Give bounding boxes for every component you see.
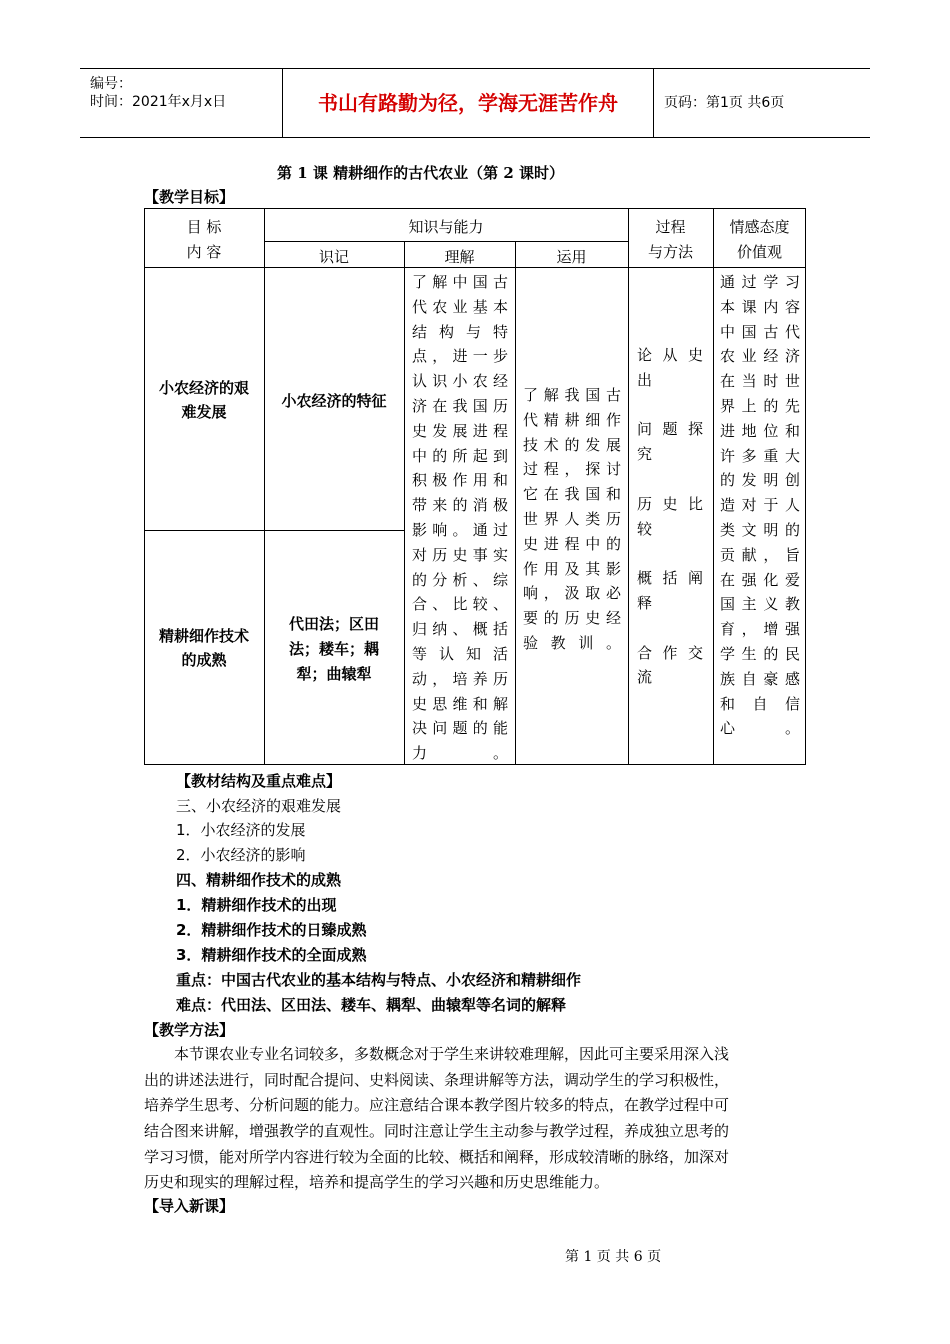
text-line [637, 616, 703, 641]
text-line: 释 [637, 593, 653, 612]
text-line: 较 [637, 519, 653, 538]
apply-header: 运用 [556, 248, 587, 266]
text-line: 动，培养历 [412, 669, 508, 688]
text-line: 决问题的能 [412, 719, 508, 738]
text-line: 了解中国古 [412, 273, 508, 291]
text-line: 积极作用和 [412, 471, 508, 490]
section-intro: 【导入新课】 [144, 1197, 235, 1215]
text-line: 的发明创 [720, 471, 800, 490]
col-content-header: 内 容 [186, 243, 222, 261]
text-line: 和自信 [720, 694, 800, 713]
text-line: 点，进一步 [412, 347, 508, 366]
text-line: 了解我国古 [523, 386, 621, 404]
row2-memorize-line: 法；耧车；耦 [288, 640, 379, 658]
method-paragraph [144, 1042, 806, 1196]
row1-content-line: 小农经济的艰 [158, 379, 249, 397]
text-line: 出的讲述法进行，同时配合提问、史料阅读、条理讲解等方法，调动学生的学习积极性， [144, 1070, 730, 1089]
text-line [637, 393, 703, 418]
text-line: 学习习惯，能对所学内容进行较为全面的比较、概括和阐释，形成较清晰的脉络，加深对 [144, 1147, 730, 1166]
text-line: 培养学生思考、分析问题的能力。应注意结合课本教学图片较多的特点，在教学过程中可 [144, 1096, 730, 1115]
process-text [637, 343, 703, 690]
text-line: 历史和现实的理解过程，培养和提高学生的学习兴趣和历史思维能力。 [144, 1173, 610, 1192]
understand-text [412, 270, 508, 766]
text-line [637, 467, 703, 492]
row1-memorize: 小农经济的特征 [281, 392, 387, 410]
text-line: 结构与特 [412, 322, 508, 341]
text-line: 它在我国和 [523, 485, 621, 504]
text-line: 概括阐 [637, 569, 703, 588]
text-line: 许多重大 [720, 446, 800, 465]
understand-header: 理解 [444, 248, 475, 266]
text-line: 史发展进程 [412, 421, 508, 440]
difficult-points: 难点：代田法、区田法、耧车、耦犁、曲辕犁等名词的解释 [176, 996, 567, 1014]
text-line: 带来的消极 [412, 496, 508, 515]
text-line: 影响。通过 [412, 520, 508, 539]
text-line: 合作交 [637, 643, 703, 662]
text-line: 响，汲取必 [523, 584, 621, 603]
text-line: 要的历史经 [523, 609, 621, 628]
text-line: 本节课农业专业名词较多，多数概念对于学生来讲较难理解，因此可主要采用深入浅 [144, 1045, 730, 1063]
date-label: 时间：2021年x月x日 [90, 94, 227, 110]
text-line: 技术的发展 [523, 435, 621, 454]
section-methods: 【教学方法】 [144, 1021, 235, 1039]
row1-content [144, 376, 264, 424]
text-line: 究 [637, 445, 653, 464]
outline-item: 1．精耕细作技术的出现 [176, 896, 337, 914]
text-line: 问题探 [637, 420, 703, 439]
text-line: 合、比较、 [412, 595, 508, 614]
goals-table [144, 208, 806, 765]
text-line: 族自豪感 [720, 669, 800, 688]
row2-content [144, 624, 264, 672]
text-line: 结合图来讲解，增强教学的直观性。同时注意让学生主动参与教学过程，养成独立思考的 [144, 1122, 730, 1141]
memorize-header: 识记 [318, 248, 349, 266]
section-structure: 【教材结构及重点难点】 [176, 772, 342, 790]
outline-item: 1．小农经济的发展 [176, 821, 306, 839]
text-line: 通过学习 [720, 273, 800, 291]
text-line: 论从史 [637, 346, 703, 364]
text-line: 归纳、概括 [412, 620, 508, 639]
outline-item: 2．小农经济的影响 [176, 846, 306, 864]
outline-item: 四、精耕细作技术的成熟 [176, 871, 342, 889]
text-line: 验教训。 [523, 633, 621, 652]
text-line: 史进程中的 [523, 534, 621, 553]
process-header-1: 过程 [655, 218, 686, 236]
text-line: 国主义教 [720, 595, 800, 614]
col-target-header: 目 标 [186, 218, 222, 236]
text-line: 出 [637, 370, 653, 389]
knowledge-header: 知识与能力 [408, 218, 484, 236]
text-line: 世界人类历 [523, 509, 621, 528]
text-line: 过程，探讨 [523, 460, 621, 479]
row2-content-line: 的成熟 [181, 651, 227, 669]
text-line: 农业经济 [720, 347, 800, 366]
text-line: 等认知活 [412, 644, 508, 663]
emotion-text [720, 270, 800, 741]
text-line: 中国古代 [720, 322, 800, 341]
text-line: 造对于人 [720, 496, 800, 515]
text-line [637, 541, 703, 566]
row2-memorize-line: 代田法；区田 [288, 615, 379, 633]
emotion-header-1: 情感态度 [729, 218, 790, 236]
text-line: 心。 [720, 719, 800, 738]
number-label: 编号： [90, 76, 132, 92]
lesson-title: 第 1 课 精耕细作的古代农业（第 2 课时） [277, 164, 564, 182]
text-line: 代精耕细作 [523, 410, 621, 429]
emotion-header-2: 价值观 [736, 243, 782, 261]
text-line: 历史比 [637, 494, 703, 513]
text-line: 力。 [412, 744, 508, 763]
text-line: 在当时世 [720, 372, 800, 391]
page-count: 页码：第1页 共6页 [664, 95, 785, 111]
text-line: 史思维和解 [412, 694, 508, 713]
text-line: 本课内容 [720, 297, 800, 316]
page-header [80, 68, 870, 138]
text-line: 贡献，旨 [720, 545, 800, 564]
process-header-2: 与方法 [647, 243, 693, 261]
text-line: 的分析、综 [412, 570, 508, 589]
apply-text [523, 383, 621, 656]
text-line: 中的所起到 [412, 446, 508, 465]
text-line: 对历史事实 [412, 545, 508, 564]
outline-item: 3．精耕细作技术的全面成熟 [176, 946, 367, 964]
outline-item: 2．精耕细作技术的日臻成熟 [176, 921, 367, 939]
row1-content-line: 难发展 [181, 403, 227, 421]
text-line: 类文明的 [720, 520, 800, 539]
text-line: 代农业基本 [412, 297, 508, 316]
key-points: 重点：中国古代农业的基本结构与特点、小农经济和精耕细作 [176, 971, 582, 989]
section-goals: 【教学目标】 [144, 188, 235, 206]
row2-content-line: 精耕细作技术 [158, 627, 249, 645]
row2-memorize [264, 612, 404, 687]
text-line: 济在我国历 [412, 396, 508, 415]
motto: 书山有路勤为径，学海无涯苦作舟 [283, 69, 654, 137]
page-footer: 第 1 页 共 6 页 [565, 1249, 662, 1265]
row2-memorize-line: 犁；曲辕犁 [296, 665, 372, 683]
text-line: 学生的民 [720, 644, 800, 663]
text-line: 作用及其影 [523, 559, 621, 578]
text-line: 进地位和 [720, 421, 800, 440]
text-line: 流 [637, 668, 653, 687]
outline-item: 三、小农经济的艰难发展 [176, 797, 342, 815]
text-line: 界上的先 [720, 396, 800, 415]
text-line: 认识小农经 [412, 372, 508, 391]
header-meta [80, 69, 283, 137]
text-line: 育，增强 [720, 620, 800, 639]
text-line: 在强化爱 [720, 570, 800, 589]
